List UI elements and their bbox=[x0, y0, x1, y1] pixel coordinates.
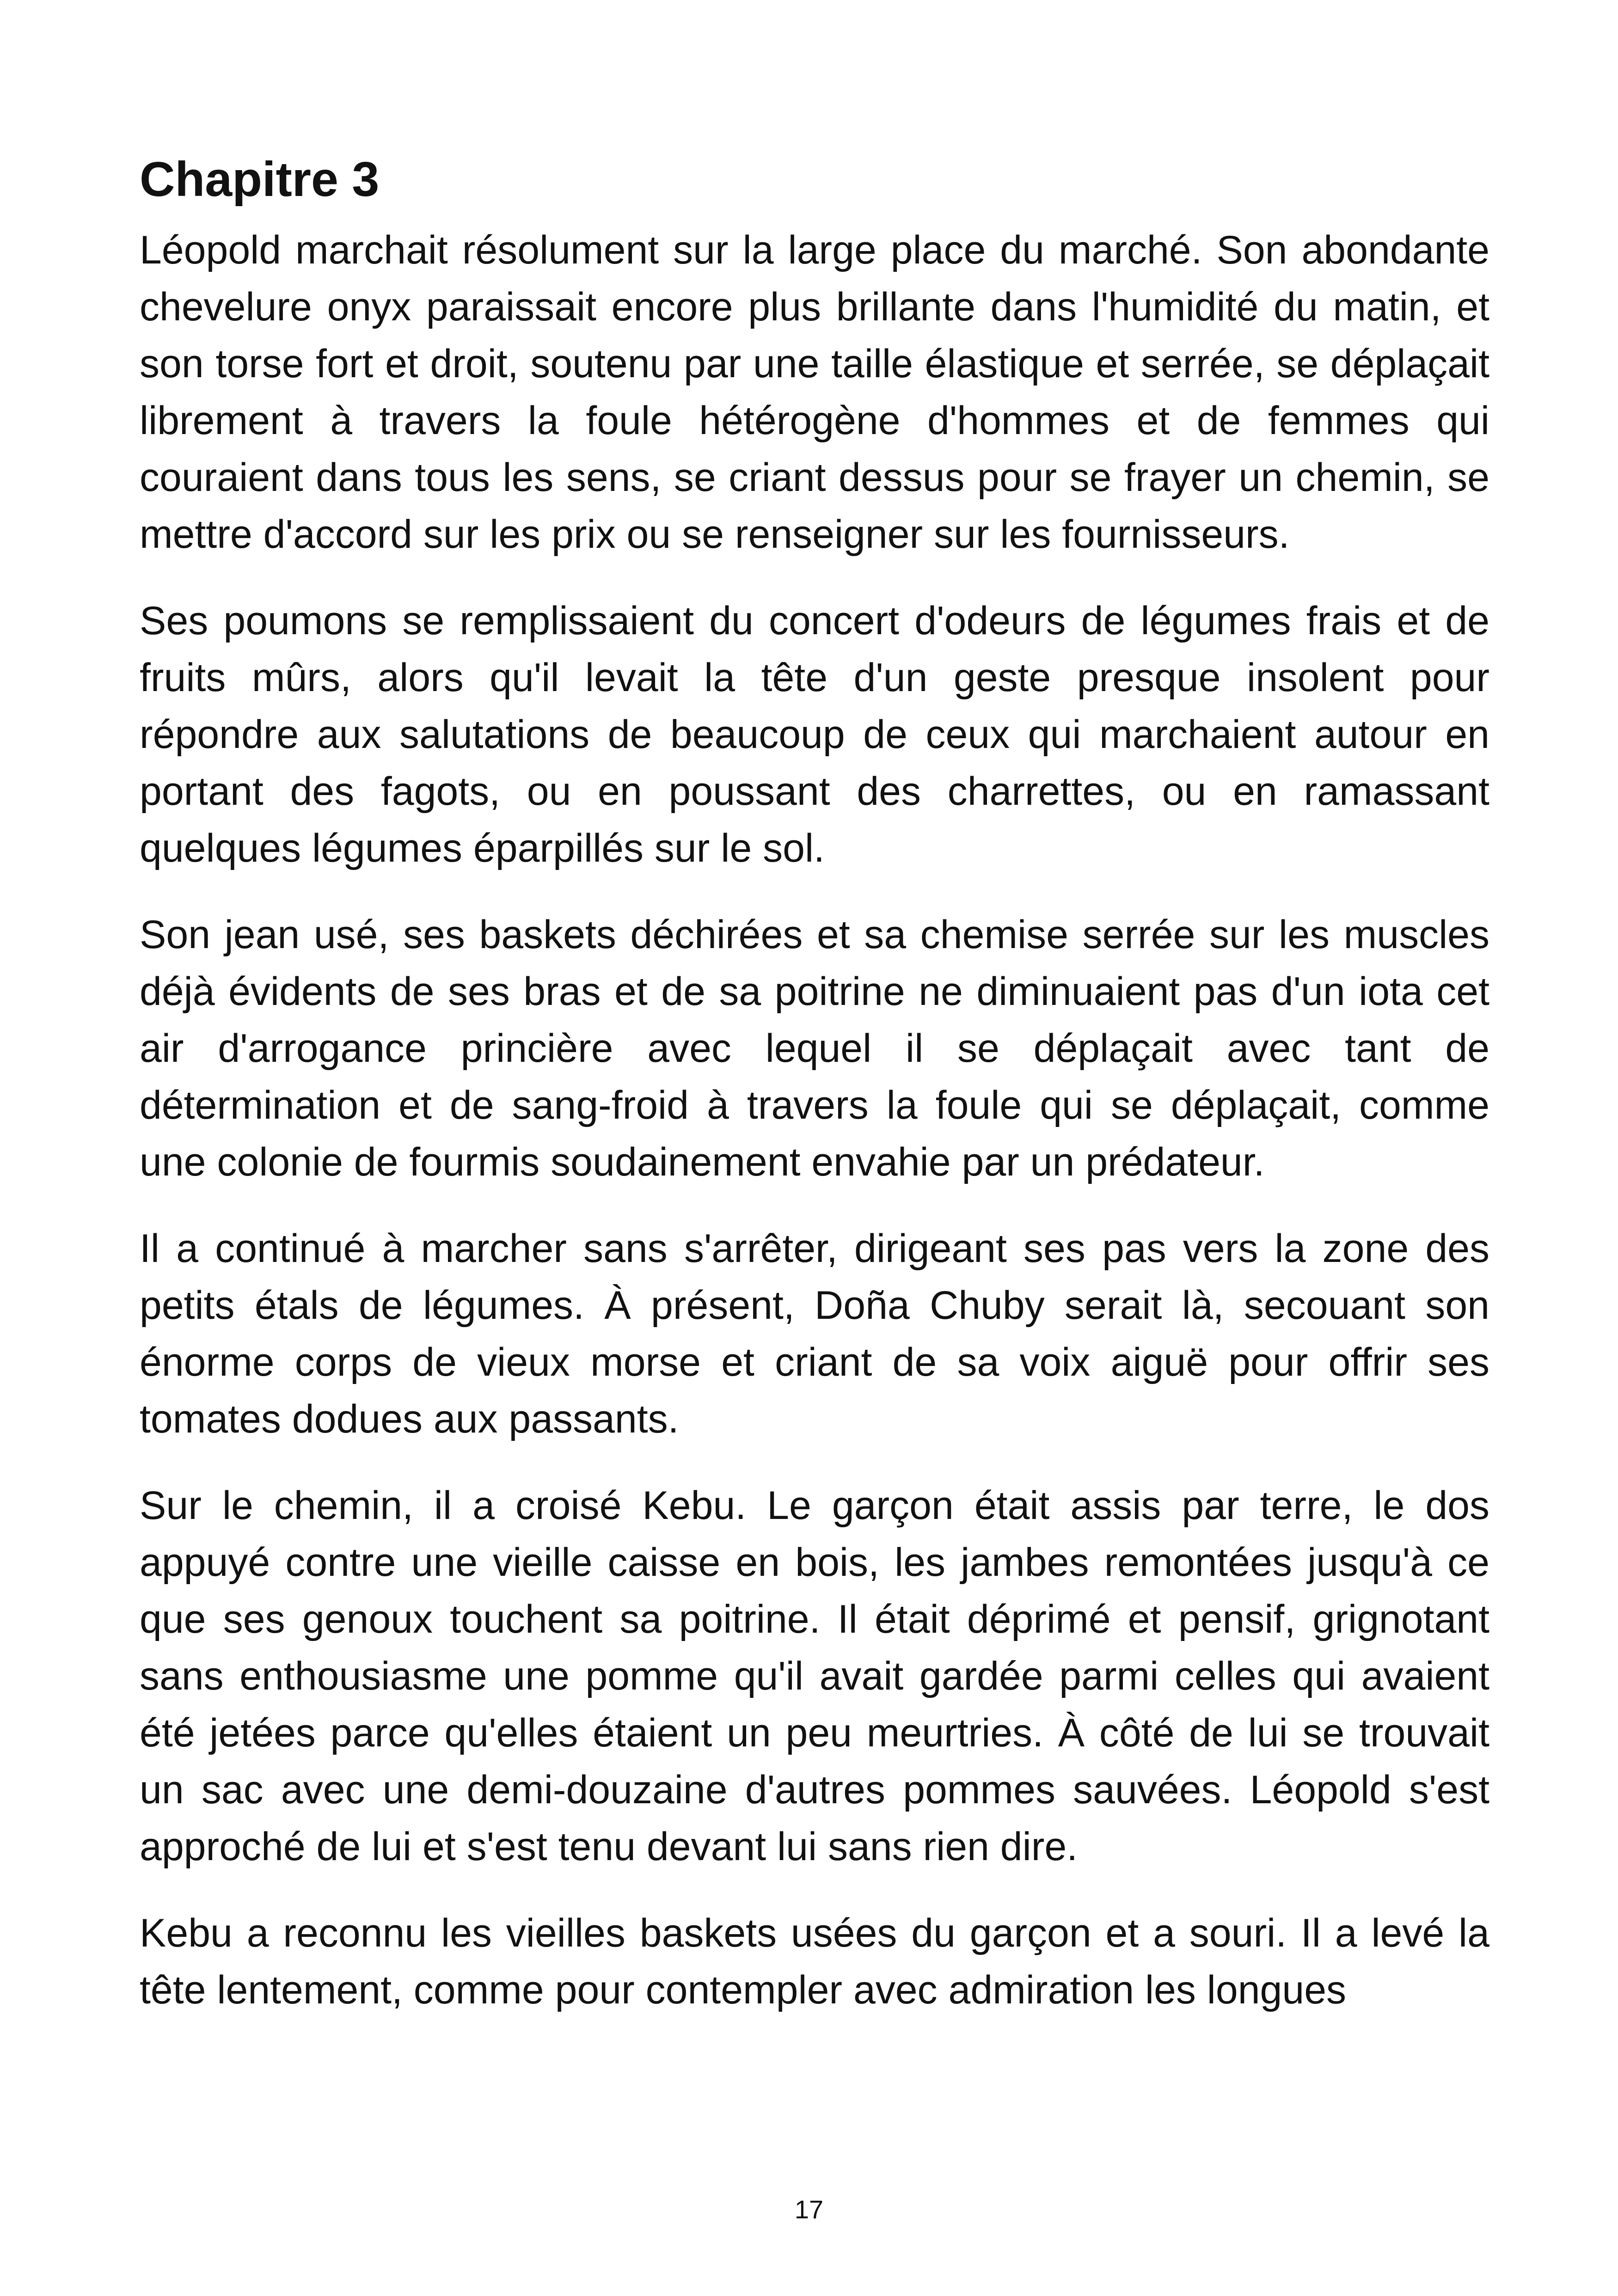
paragraph-3: Son jean usé, ses baskets déchirées et sa chemise serrée sur les muscles déjà évidents de ses bras et de sa poitrine ne diminuaient pas d'un iota cet air d'arrogance princière avec lequel il se déplaçait avec tant de détermination et de sang-froid à travers la foule qui se déplaçait, comme une colonie de fourmis soudainement envahie par un prédateur. bbox=[140, 912, 1489, 1184]
page-number: 17 bbox=[794, 2195, 824, 2224]
paragraph-2: Ses poumons se remplissaient du concert d'odeurs de légumes frais et de fruits mûrs, alors qu'il levait la tête d'un geste presque insolent pour répondre aux salutations de beaucoup de ceux qui marchaient autour en portant des fagots, ou en poussant des charrettes, ou en ramassant quelques légumes éparpillés sur le sol. bbox=[140, 599, 1489, 870]
paragraph-6: Kebu a reconnu les vieilles baskets usées du garçon et a souri. Il a levé la tête lentement, comme pour contempler avec admiration les longues bbox=[140, 1911, 1489, 2012]
chapter-title: Chapitre 3 bbox=[140, 152, 380, 207]
paragraph-5: Sur le chemin, il a croisé Kebu. Le garçon était assis par terre, le dos appuyé contre une vieille caisse en bois, les jambes remontées jusqu'à ce que ses genoux touchent sa poitrine. Il était déprimé et pensif, grignotant sans enthousiasme une pomme qu'il avait gardée parmi celles qui avaient été jetées parce qu'elles étaient un peu meurtries. À côté de lui se trouvait un sac avec une demi-douzaine d'autres pommes sauvées. Léopold s'est approché de lui et s'est tenu devant lui sans rien dire. bbox=[140, 1483, 1489, 1869]
paragraph-1: Léopold marchait résolument sur la large place du marché. Son abondante chevelure onyx paraissait encore plus brillante dans l'humidité du matin, et son torse fort et droit, soutenu par une taille élastique et serrée, se déplaçait librement à travers la foule hétérogène d'hommes et de femmes qui couraient dans tous les sens, se criant dessus pour se frayer un chemin, se mettre d'accord sur les prix ou se renseigner sur les fournisseurs. bbox=[140, 228, 1489, 557]
chapter-body bbox=[140, 222, 1489, 2048]
paragraph-4: Il a continué à marcher sans s'arrêter, dirigeant ses pas vers la zone des petits étals de légumes. À présent, Doña Chuby serait là, secouant son énorme corps de vieux morse et criant de sa voix aiguë pour offrir ses tomates dodues aux passants. bbox=[140, 1226, 1489, 1441]
